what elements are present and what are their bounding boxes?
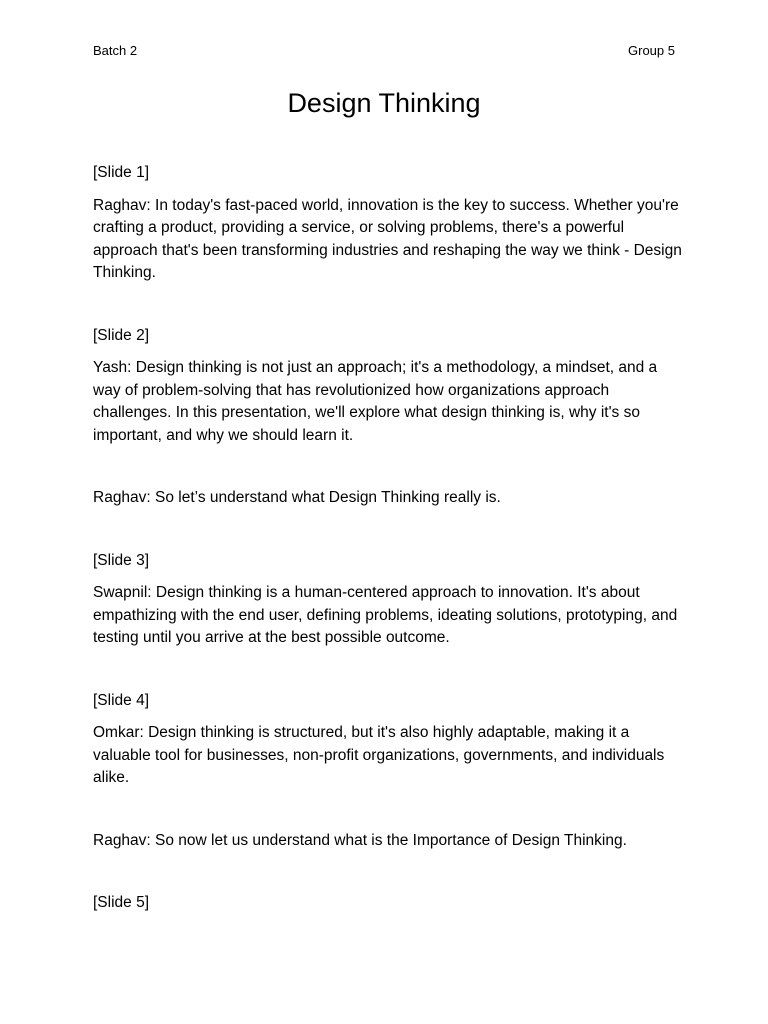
raghav-transition-2: Raghav: So now let us understand what is the Importance of Design Thinking.	[93, 831, 627, 849]
slide-1-paragraph: Raghav: In today's fast-paced world, innovation is the key to success. Whether you're crafting a product, providing a service, or solving problems, there's a powerful approach that's been transforming industries and reshaping the way we think - Design Thinking.	[93, 196, 682, 281]
raghav-transition-1: Raghav: So let’s understand what Design Thinking really is.	[93, 489, 501, 506]
slide-3-label: [Slide 3]	[93, 551, 150, 569]
header-group: Group 5	[628, 43, 675, 58]
slide-5-label: [Slide 5]	[93, 894, 150, 911]
slide-2-label: [Slide 2]	[93, 326, 150, 344]
document-title: Design Thinking	[287, 88, 481, 118]
slide-4-label: [Slide 4]	[93, 691, 150, 709]
slide-2-paragraph: Yash: Design thinking is not just an approach; it's a methodology, a mindset, and a way of problem-solving that has revolutionized how organizations approach challenges. In this presentation, we'll explore what design thinking is, why it's so important, and why we should learn it.	[93, 359, 658, 444]
header-batch: Batch 2	[93, 43, 138, 58]
slide-3-paragraph: Swapnil: Design thinking is a human-centered approach to innovation. It's about empathizing with the end user, defining problems, ideating solutions, prototyping, and testing until you arrive at the best possible outcome.	[93, 584, 678, 646]
slide-4-paragraph: Omkar: Design thinking is structured, but it's also highly adaptable, making it a valuable tool for businesses, non-profit organizations, governments, and individuals alike.	[93, 724, 665, 786]
document-body	[93, 162, 683, 925]
slide-1-label: [Slide 1]	[93, 164, 150, 181]
